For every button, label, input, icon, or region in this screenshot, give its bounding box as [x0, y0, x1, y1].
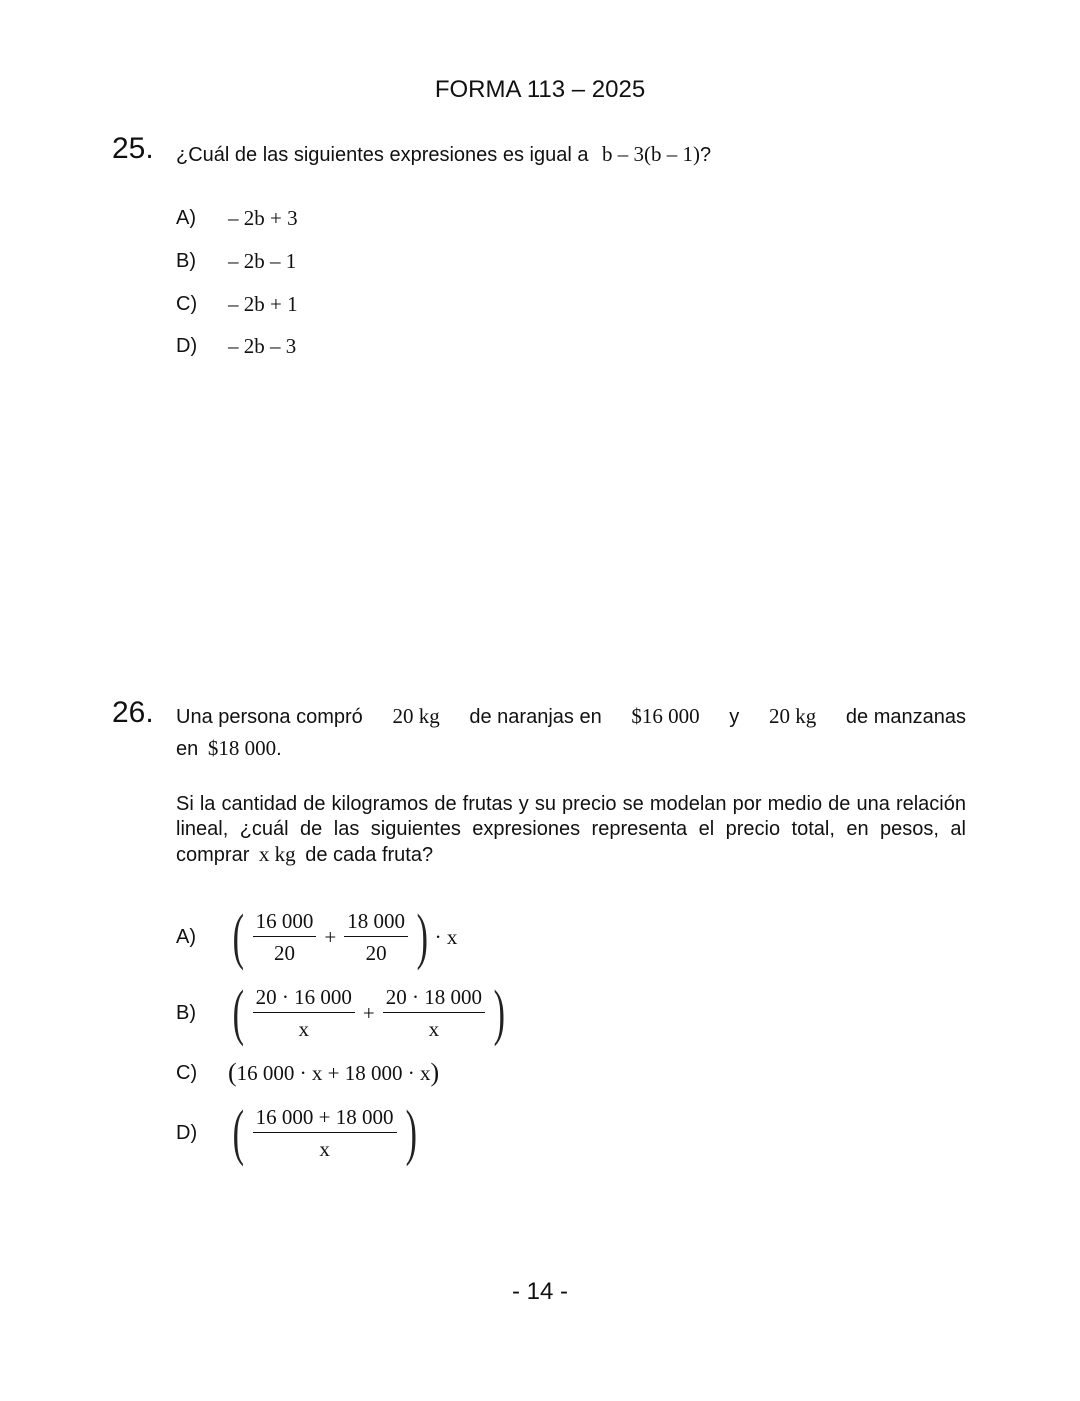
prompt-expression: b – 3(b – 1)	[602, 142, 701, 166]
option-c[interactable]	[176, 1058, 439, 1088]
left-paren: (	[232, 1099, 245, 1167]
paragraph-text: Si la cantidad de kilogramos de frutas y su precio se modelan por medio de una relación lineal, ¿cuál de las siguientes expresiones representa el precio total, en pesos, al comprar	[176, 793, 966, 866]
option-c[interactable]	[176, 292, 298, 317]
option-value: – 2b – 1	[228, 249, 297, 273]
fraction	[383, 984, 485, 1042]
question-26-line1	[176, 704, 966, 729]
numerator: 20 · 18 000	[383, 984, 485, 1013]
math-price: $16 000	[631, 704, 700, 728]
text: en	[176, 738, 199, 760]
right-paren: )	[430, 1058, 440, 1087]
page-number: - 14 -	[511, 1278, 568, 1305]
fraction	[344, 908, 408, 966]
option-expression	[228, 1058, 439, 1088]
question-number: 25.	[112, 132, 154, 165]
right-paren: )	[416, 903, 429, 971]
left-paren: (	[228, 1058, 237, 1087]
option-expression	[228, 979, 510, 1047]
option-label: A)	[176, 925, 196, 948]
right-paren: )	[493, 979, 506, 1047]
option-value: – 2b + 1	[228, 292, 298, 316]
text: Una persona compró	[176, 706, 363, 728]
option-b[interactable]	[176, 249, 296, 274]
option-d[interactable]	[176, 1099, 421, 1167]
question-26-paragraph	[176, 792, 966, 868]
math-variable: x kg	[258, 842, 296, 866]
fraction	[253, 908, 317, 966]
prompt-text: ¿Cuál de las siguientes expresiones es igual a	[176, 144, 589, 166]
denominator: 20	[274, 941, 296, 965]
expression-value: 16 000 · x + 18 000 · x	[236, 1060, 431, 1085]
denominator: x	[428, 1017, 440, 1041]
left-paren: (	[232, 903, 245, 971]
option-label: B)	[176, 1001, 196, 1024]
denominator: 20	[365, 941, 387, 965]
question-number: 26.	[112, 696, 154, 729]
option-a[interactable]	[176, 903, 458, 971]
fraction	[253, 984, 355, 1042]
right-paren: )	[405, 1099, 417, 1167]
option-value: – 2b + 3	[228, 206, 298, 230]
option-b[interactable]	[176, 979, 510, 1047]
multiplier: · x	[434, 924, 458, 949]
numerator: 18 000	[344, 908, 408, 937]
question-26	[112, 696, 154, 730]
math-quantity: 20 kg	[392, 704, 440, 728]
operator: +	[362, 1000, 375, 1025]
option-label: B)	[176, 250, 196, 272]
question-25	[112, 132, 154, 166]
paragraph-text: de cada fruta?	[305, 844, 434, 866]
denominator: x	[319, 1137, 330, 1161]
denominator: x	[298, 1017, 310, 1041]
fraction	[253, 1104, 397, 1162]
option-expression	[228, 903, 458, 971]
prompt-end: ?	[700, 144, 712, 166]
option-label: C)	[176, 293, 198, 315]
option-label: A)	[176, 207, 196, 229]
math-quantity: 20 kg	[768, 704, 817, 728]
operator: +	[324, 924, 337, 949]
numerator: 16 000	[253, 908, 317, 937]
option-label: D)	[176, 1121, 198, 1144]
text: y	[729, 706, 740, 728]
option-d[interactable]	[176, 334, 296, 359]
text: de manzanas	[845, 706, 966, 728]
option-label: D)	[176, 335, 198, 357]
left-paren: (	[232, 979, 245, 1047]
numerator: 16 000 + 18 000	[253, 1104, 397, 1133]
numerator: 20 · 16 000	[253, 984, 355, 1013]
question-25-prompt	[176, 142, 711, 167]
option-a[interactable]	[176, 206, 298, 231]
page-header-title: FORMA 113 – 2025	[434, 76, 646, 103]
option-value: – 2b – 3	[228, 334, 297, 358]
text: .	[276, 738, 282, 760]
option-label: C)	[176, 1061, 198, 1084]
text: de naranjas en	[469, 706, 602, 728]
option-expression	[228, 1099, 421, 1167]
question-26-line2	[176, 736, 282, 761]
math-price: $18 000	[207, 736, 277, 760]
